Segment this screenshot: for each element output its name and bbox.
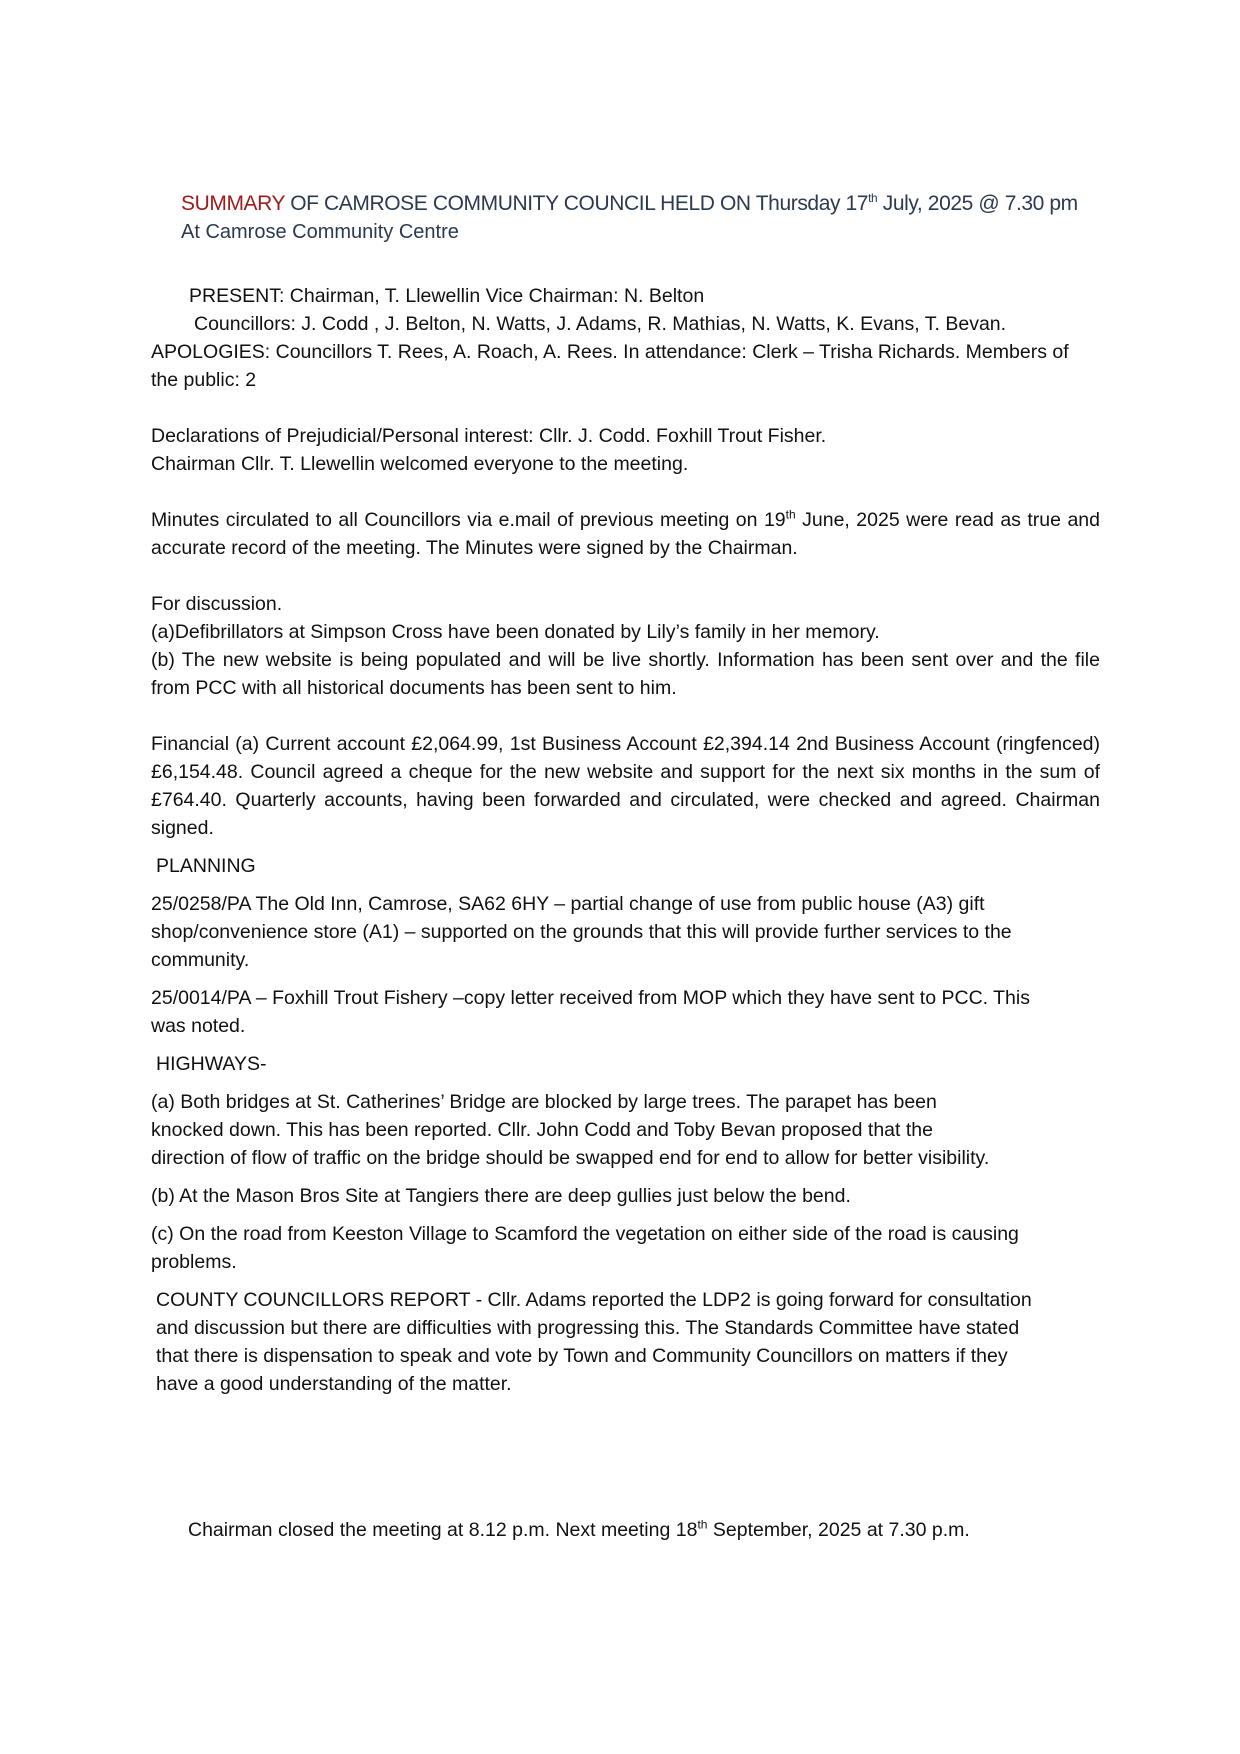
minutes-body <box>151 282 1100 1398</box>
highways-heading: HIGHWAYS- <box>156 1053 267 1075</box>
county-councillors-report: COUNTY COUNCILLORS REPORT - Cllr. Adams reported the LDP2 is going forward for consultation and discussion but there are difficulties with progressing this. The Standards Committee have stated that there is dispensation to speak and vote by Town and Community Councillors on matters if they have a good understanding of the matter. <box>156 1289 1032 1395</box>
planning-heading: PLANNING <box>156 855 256 877</box>
planning-item-2: 25/0014/PA – Foxhill Trout Fishery –copy letter received from MOP which they have sent to PCC. This was noted. <box>151 987 1030 1037</box>
planning-item-1: 25/0258/PA The Old Inn, Camrose, SA62 6HY – partial change of use from public house (A3) gift shop/convenience store (A1) – supported on the grounds that this will provide further services to the community. <box>151 893 1012 971</box>
highways-item-a: (a) Both bridges at St. Catherines’ Bridge are blocked by large trees. The parapet has been knocked down. This has been reported. Cllr. John Codd and Toby Bevan proposed that the direction of flow of traffic on the bridge should be swapped end for end to allow for better visibility. <box>151 1091 990 1169</box>
declarations-line: Declarations of Prejudicial/Personal interest: Cllr. J. Codd. Foxhill Trout Fisher. <box>151 425 827 447</box>
closing-line <box>188 1516 970 1544</box>
discussion-item-b: (b) The new website is being populated and will be live shortly. Information has been sent over and the file from PCC with all historical documents has been sent to him. <box>151 649 1100 699</box>
document-header <box>181 190 1161 246</box>
title-text: OF CAMROSE COMMUNITY COUNCIL HELD ON Thursday 17 <box>284 192 869 215</box>
present-line: PRESENT: Chairman, T. Llewellin Vice Chairman: N. Belton <box>189 285 705 307</box>
financial-paragraph: Financial (a) Current account £2,064.99, 1st Business Account £2,394.14 2nd Business Account (ringfenced) £6,154.48. Council agreed a cheque for the new website and support for the next six months in the sum of £764.40. Quarterly accounts, having been forwarded and circulated, were checked and agreed. Chairman signed. <box>151 733 1100 839</box>
title-summary-word: SUMMARY <box>181 192 285 215</box>
closing-text-end: September, 2025 at 7.30 p.m. <box>707 1519 970 1541</box>
discussion-item-a: (a)Defibrillators at Simpson Cross have been donated by Lily’s family in her memory. <box>151 621 880 643</box>
minutes-date-suffix: th <box>785 507 796 522</box>
minutes-text-start: Minutes circulated to all Councillors via e.mail of previous meeting on 19 <box>151 509 786 531</box>
highways-item-c: (c) On the road from Keeston Village to Scamford the vegetation on either side of the road is causing problems. <box>151 1223 1019 1273</box>
councillors-line: Councillors: J. Codd , J. Belton, N. Watts, J. Adams, R. Mathias, N. Watts, K. Evans, T. Bevan. <box>194 313 1007 335</box>
highways-item-b: (b) At the Mason Bros Site at Tangiers there are deep gullies just below the bend. <box>151 1185 851 1207</box>
discussion-heading: For discussion. <box>151 593 283 615</box>
minutes-paragraph <box>151 506 1100 562</box>
meeting-venue: At Camrose Community Centre <box>181 221 459 243</box>
title-date-time: July, 2025 @ 7.30 pm <box>877 192 1078 215</box>
apologies-paragraph: APOLOGIES: Councillors T. Rees, A. Roach, A. Rees. In attendance: Clerk – Trisha Richards. Members of the public: 2 <box>151 341 1069 391</box>
document-title <box>181 190 1161 218</box>
minutes-text-end: June, 2025 were read as true and accurate record of the meeting. The Minutes were signed by the Chairman. <box>151 509 1100 559</box>
title-date-suffix: th <box>868 191 878 205</box>
closing-text-start: Chairman closed the meeting at 8.12 p.m. Next meeting 18 <box>188 1519 698 1541</box>
closing-date-suffix: th <box>697 1517 708 1532</box>
welcome-line: Chairman Cllr. T. Llewellin welcomed everyone to the meeting. <box>151 453 689 475</box>
